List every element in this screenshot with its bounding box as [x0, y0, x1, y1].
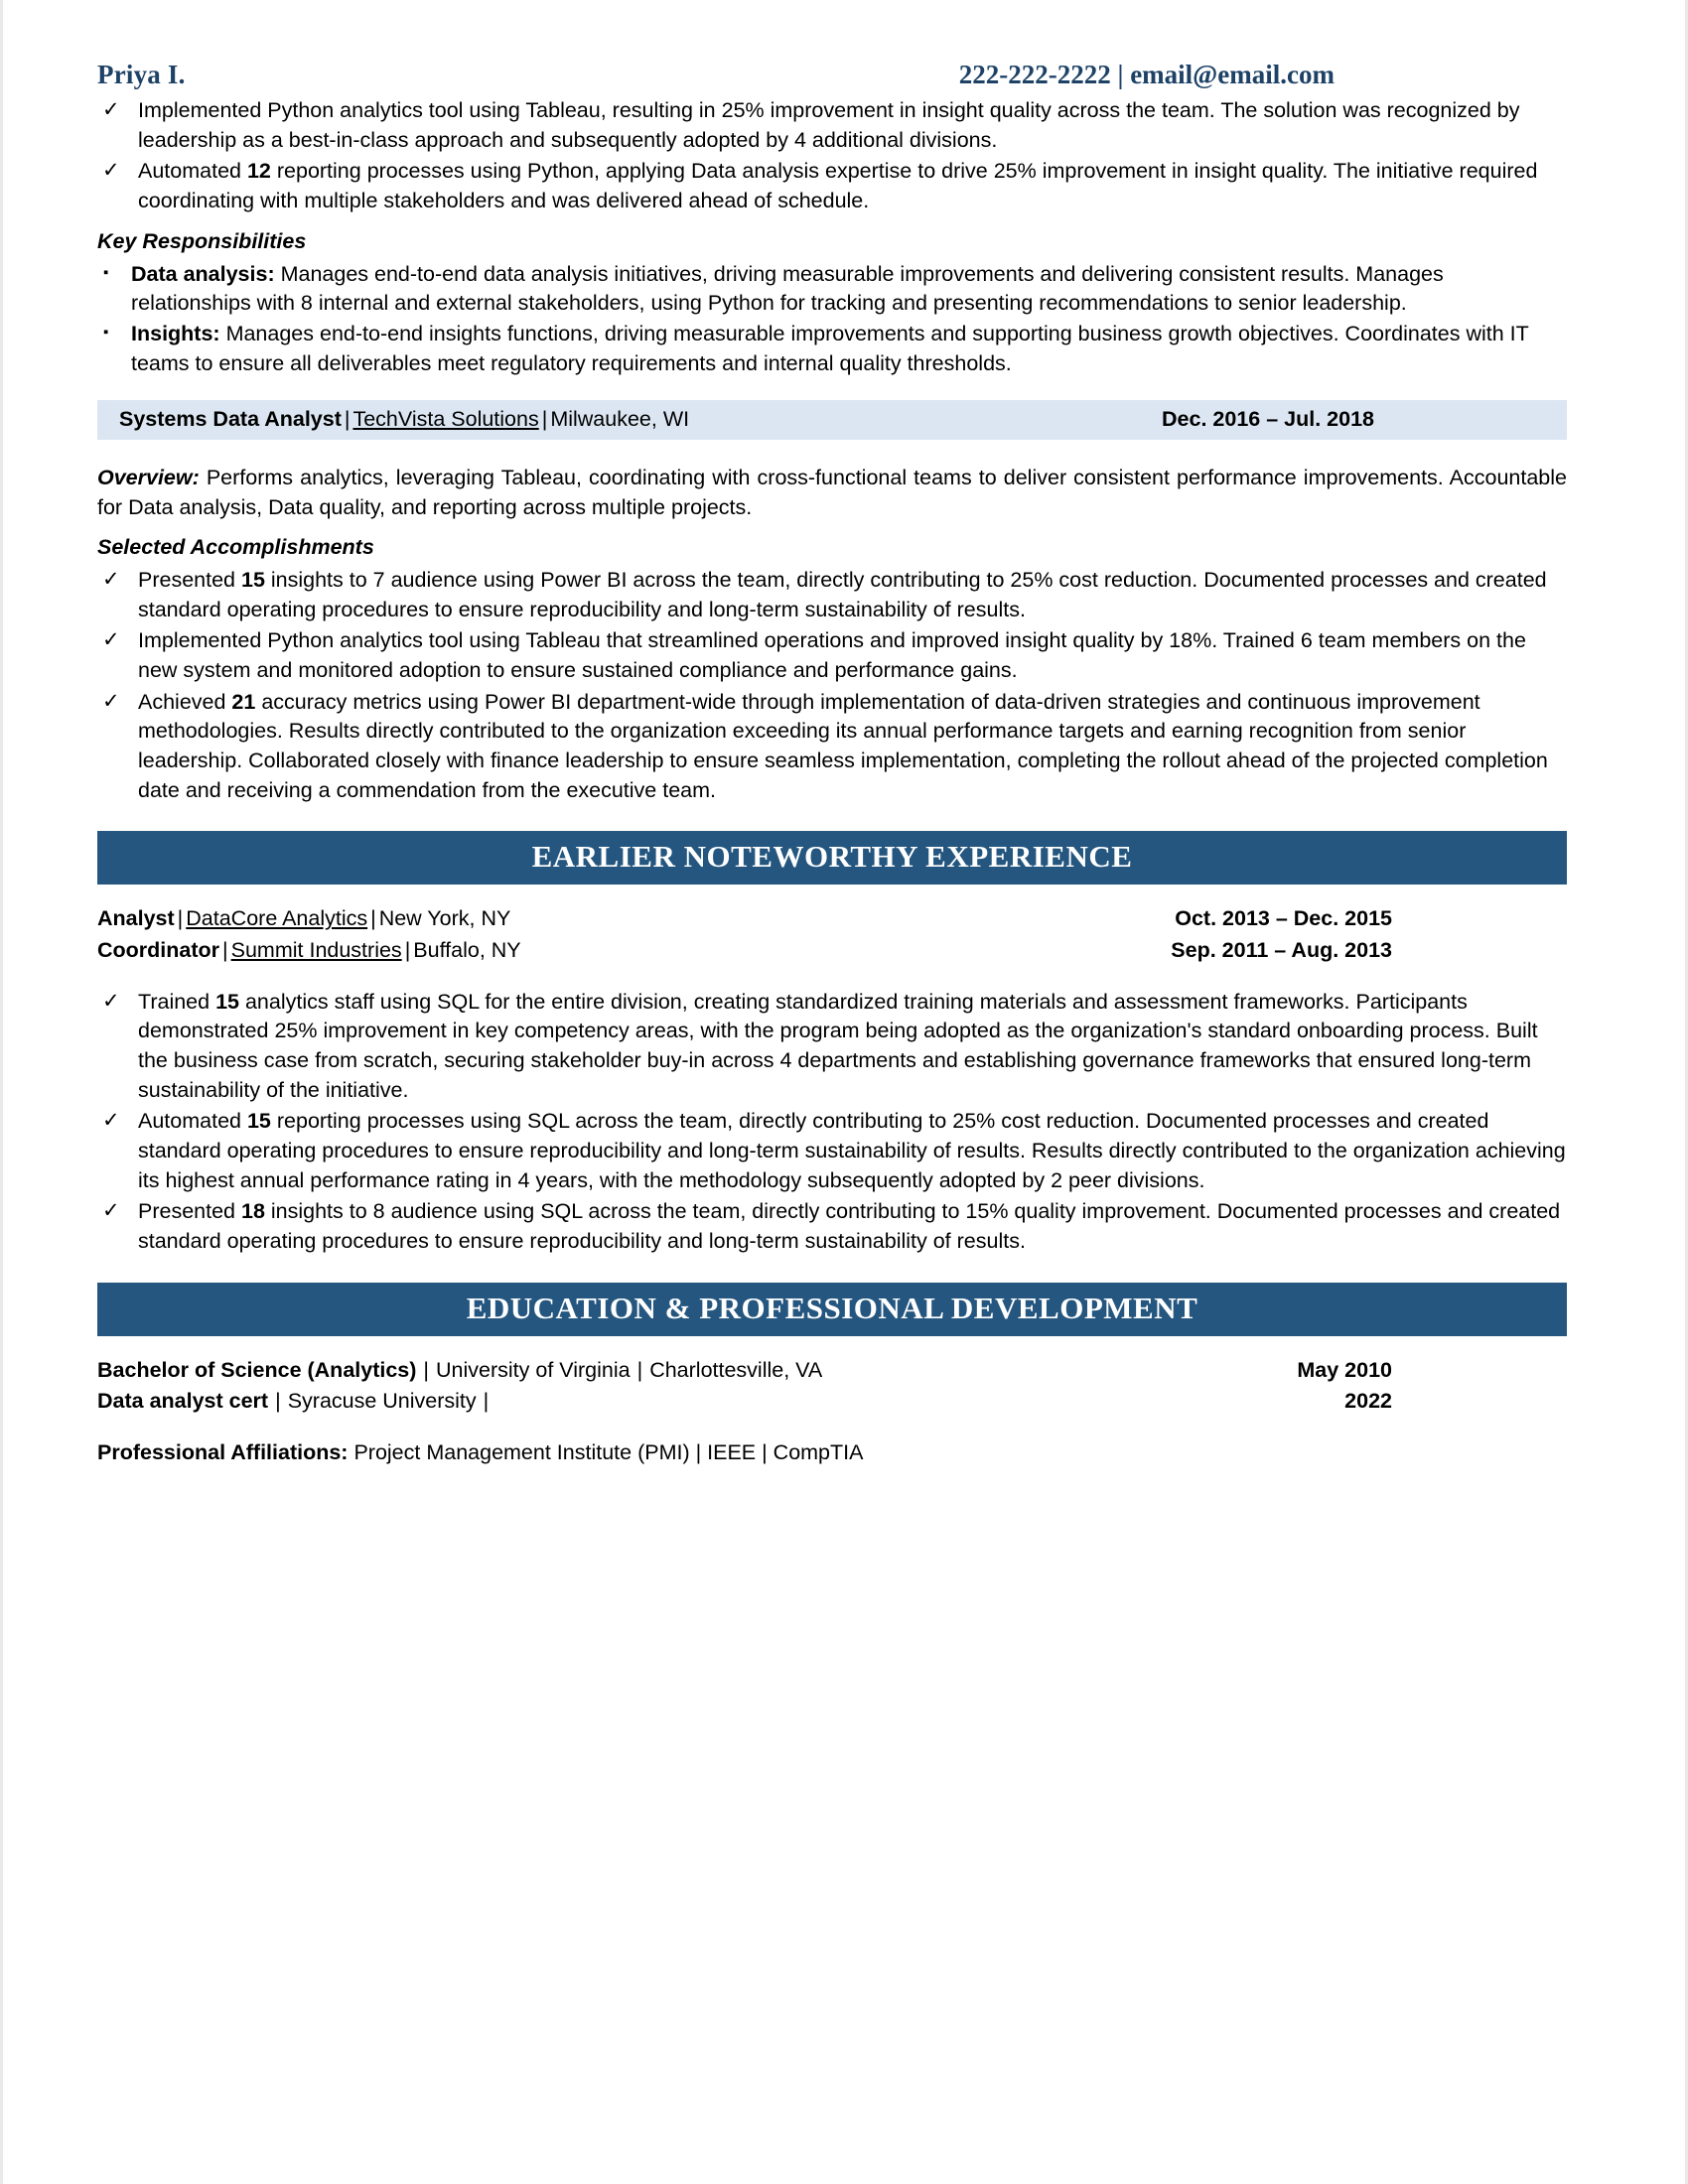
- square-bullet-icon: ▪: [103, 263, 109, 281]
- check-icon: ✓: [102, 989, 120, 1013]
- list-item: [97, 1107, 1567, 1195]
- separator: |: [483, 1388, 490, 1413]
- list-item: [97, 320, 1567, 378]
- check-icon: ✓: [102, 1109, 120, 1133]
- bullet-text-post: reporting processes using Python, applying Data analysis expertise to drive 25% improvement in insight quality. The initiative required coordinating with multiple stakeholders and was delivered ahead of schedule.: [138, 159, 1538, 212]
- list-item: [97, 157, 1567, 215]
- check-icon: ✓: [102, 98, 120, 121]
- affiliations-value: Project Management Institute (PMI) | IEEE | CompTIA: [348, 1440, 864, 1464]
- bullet-text: Implemented Python analytics tool using Tableau that streamlined operations and improved insight quality by 18%. Trained 6 team members on the new system and monitored adoption to ensure sustained compliance and performance gains.: [138, 628, 1526, 683]
- bullet-metric: 15: [246, 1109, 271, 1134]
- role-location: Buffalo, NY: [413, 937, 521, 962]
- bullet-text-pre: Automated: [138, 1109, 247, 1134]
- bullet-text-post: reporting processes using SQL across the team, directly contributing to 25% cost reduction. Documented processes and created standard operating procedures to ensure reproducibility and long-term sustainability of results. Results directly contributed to the organization achieving its highest annual performance rating in 4 years, with the methodology subsequently adopted by 2 peer divisions.: [138, 1109, 1566, 1192]
- bullet-metric: 12: [246, 159, 271, 184]
- bullet-text-post: insights to 8 audience using SQL across the team, directly contributing to 15% quality improvement. Documented processes and created standard operating procedures to ensure reproducibility and long-term sustainability of results.: [138, 1199, 1561, 1253]
- responsibility-label: Insights:: [131, 321, 220, 345]
- list-item: [97, 626, 1567, 685]
- institution-name: Syracuse University: [287, 1388, 477, 1413]
- list-item: [97, 688, 1567, 806]
- page-title: Priya I.: [97, 60, 186, 89]
- list-item: [97, 260, 1567, 319]
- separator: |: [344, 407, 351, 432]
- job-title-bar: [97, 400, 1567, 440]
- contact-line: 222-222-2222 | email@email.com: [958, 60, 1335, 89]
- overview-text: Performs analytics, leveraging Tableau, coordinating with cross-functional teams to deliver consistent performance improvements. Accountable for Data analysis, Data quality, and reporting across multiple projects.: [97, 466, 1567, 519]
- job-organization: TechVista Solutions: [352, 407, 539, 432]
- separator: |: [636, 1357, 643, 1382]
- bullet-metric: 21: [231, 689, 256, 714]
- responsibility-label: Data analysis:: [131, 261, 275, 286]
- bullet-text-post: analytics staff using SQL for the entire division, creating standardized training materials and assessment frameworks. Participants demonstrated 25% improvement in key competency areas, with the program being adopted as the organization's standard onboarding process. Built the business case from scratch, securing stakeholder buy-in across 4 departments and establishing governance frameworks that ensured long-term sustainability of the initiative.: [138, 989, 1538, 1102]
- bullet-text-pre: Presented: [138, 1199, 241, 1224]
- section-header-earlier-experience: EARLIER NOTEWORTHY EXPERIENCE: [97, 831, 1567, 885]
- job-location: Milwaukee, WI: [550, 407, 690, 432]
- earlier-role-row: [97, 903, 1567, 934]
- earlier-role-row: [97, 935, 1567, 966]
- role-organization: Summit Industries: [230, 937, 402, 962]
- separator: |: [177, 906, 184, 931]
- role-location: New York, NY: [378, 906, 511, 931]
- earlier-experience-list: [97, 988, 1567, 1257]
- responsibility-text: Manages end-to-end insights functions, driving measurable improvements and supporting business growth objectives. Coordinates with IT teams to ensure all deliverables meet regulatory requirements and internal quality thresholds.: [131, 321, 1529, 375]
- bullet-text-pre: Trained: [138, 989, 216, 1014]
- key-responsibilities-heading: Key Responsibilities: [97, 228, 307, 253]
- check-icon: ✓: [102, 1199, 120, 1223]
- list-item: [97, 566, 1567, 624]
- degree-name: Bachelor of Science (Analytics): [97, 1357, 417, 1382]
- bullet-text-post: accuracy metrics using Power BI department-wide through implementation of data-driven strategies and continuous improvement methodologies. Results directly contributed to the organization exceeding its annual performance targets and earning recognition from senior leadership. Collaborated closely with finance leadership to ensure seamless implementation, completing the rollout ahead of the projected completion date and receiving a commendation from the executive team.: [138, 689, 1548, 802]
- check-icon: ✓: [102, 628, 120, 652]
- overview-label: Overview:: [97, 466, 200, 490]
- role-dates: Oct. 2013 – Dec. 2015: [1175, 906, 1392, 931]
- institution-name: University of Virginia: [436, 1357, 631, 1382]
- separator: |: [404, 937, 411, 962]
- bullet-text-pre: Automated: [138, 159, 247, 184]
- bullet-text: Implemented Python analytics tool using Tableau, resulting in 25% improvement in insight quality across the team. The solution was recognized by leadership as a best-in-class approach and subsequently adopted by 4 additional divisions.: [138, 98, 1520, 152]
- role-title: Coordinator: [97, 937, 220, 962]
- role-title: Analyst: [97, 906, 175, 931]
- separator: |: [222, 937, 228, 962]
- degree-name: Data analyst cert: [97, 1388, 269, 1413]
- list-item: [97, 1197, 1567, 1256]
- key-responsibilities-list: [97, 260, 1567, 379]
- bullet-metric: 15: [240, 568, 265, 593]
- list-item: [97, 988, 1567, 1106]
- resume-body: [97, 60, 1567, 1467]
- bullet-metric: 18: [240, 1199, 265, 1224]
- job-role: Systems Data Analyst: [119, 407, 342, 432]
- professional-affiliations: [97, 1438, 1567, 1467]
- education-date: 2022: [1344, 1388, 1392, 1413]
- separator: |: [370, 906, 376, 931]
- separator: |: [423, 1357, 430, 1382]
- bullet-text-pre: Presented: [138, 568, 241, 593]
- affiliations-label: Professional Affiliations:: [97, 1440, 349, 1464]
- bullet-text-post: insights to 7 audience using Power BI across the team, directly contributing to 25% cost reduction. Documented processes and created standard operating procedures to ensure reproducibility and long-term sustainability of results.: [138, 568, 1547, 621]
- responsibility-text: Manages end-to-end data analysis initiatives, driving measurable improvements and delivering consistent results. Manages relationships with 8 internal and external stakeholders, using Python for tracking and presenting recommendations to senior leadership.: [131, 261, 1444, 316]
- check-icon: ✓: [102, 159, 120, 183]
- top-accomplishments-list: [97, 96, 1567, 216]
- separator: |: [275, 1388, 281, 1413]
- role-dates: Sep. 2011 – Aug. 2013: [1171, 937, 1392, 962]
- education-row: [97, 1355, 1567, 1386]
- square-bullet-icon: ▪: [103, 323, 109, 341]
- separator: |: [541, 407, 548, 432]
- check-icon: ✓: [102, 568, 120, 592]
- check-icon: ✓: [102, 689, 120, 713]
- role-organization: DataCore Analytics: [186, 906, 368, 931]
- education-row: [97, 1386, 1567, 1417]
- selected-accomplishments-list: [97, 566, 1567, 805]
- section-header-education: EDUCATION & PROFESSIONAL DEVELOPMENT: [97, 1283, 1567, 1336]
- selected-accomplishments-heading: Selected Accomplishments: [97, 535, 374, 560]
- bullet-metric: 15: [215, 989, 239, 1014]
- list-item: [97, 96, 1567, 155]
- resume-header: [97, 60, 1567, 96]
- education-date: May 2010: [1297, 1357, 1392, 1382]
- institution-location: Charlottesville, VA: [649, 1357, 823, 1382]
- bullet-text-pre: Achieved: [138, 689, 232, 714]
- job-dates: Dec. 2016 – Jul. 2018: [1162, 407, 1374, 432]
- overview-paragraph: [97, 464, 1567, 522]
